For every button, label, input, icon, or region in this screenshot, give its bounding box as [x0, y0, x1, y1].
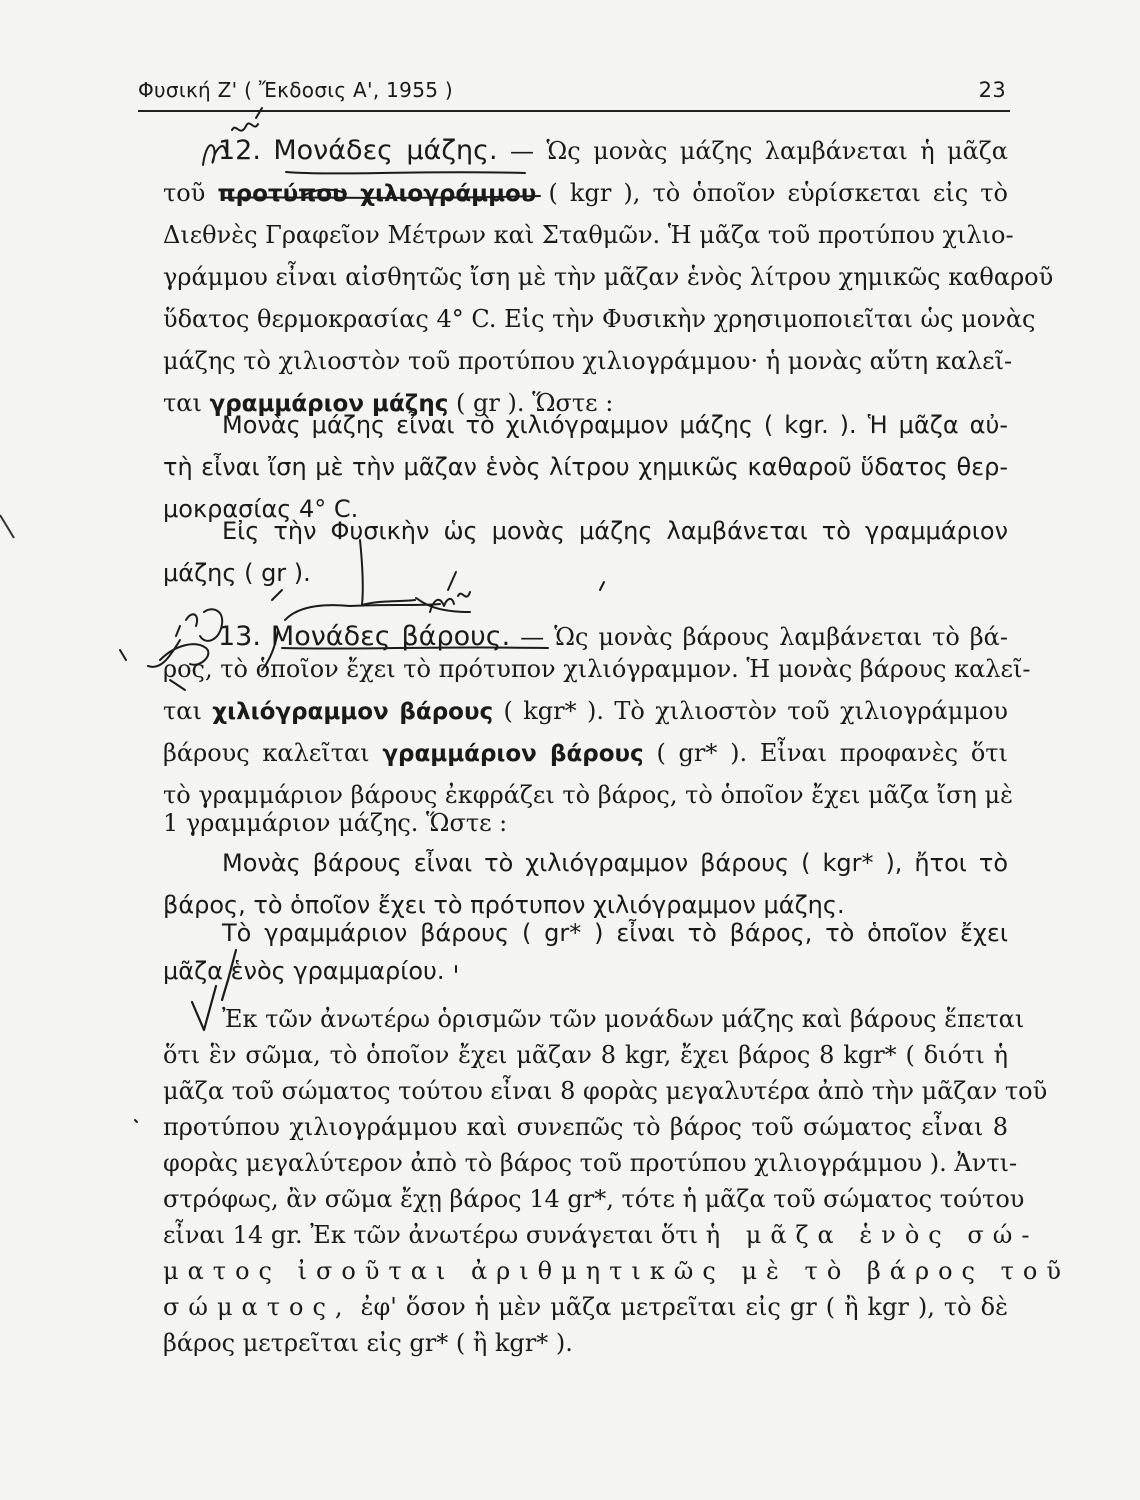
term-grammarion-mazis: γραμμάριον μάζης: [209, 391, 449, 417]
text-line: γράμμου εἶναι αἰσθητῶς ἴση μὲ τὴν μᾶζαν ἑνὸς λίτρου χημικῶς καθαροῦ: [163, 263, 1054, 291]
text-line: ὅτι ἓν σῶμα, τὸ ὁποῖον ἔχει μᾶζαν 8 kgr, ἔχει βάρος 8 kgr* ( διότι ἡ: [163, 1041, 1008, 1069]
summary-line: Εἰς τὴν Φυσικὴν ὡς μονὰς μάζης λαμβάνεται τὸ γραμμάριον: [222, 517, 1008, 545]
text-line: — Ὡς μονὰς βάρους λαμβάνεται τὸ βά-: [520, 623, 1008, 651]
text-line: προτύπου χιλιογράμμου καὶ συνεπῶς τὸ βάρος τοῦ σώματος εἶναι 8: [163, 1113, 1008, 1141]
section-13-title: Μονάδες βάρους.: [270, 621, 511, 652]
spaced-emphasis: ἡ μᾶζα ἑνὸς σώ-: [705, 1221, 1039, 1249]
term-grammarion-varous: γραμμάριον βάρους: [382, 741, 644, 767]
text-line: σώματος, ἐφ' ὅσον ἡ μὲν μᾶζα μετρεῖται εἰς gr ( ἢ kgr ), τὸ δὲ: [163, 1293, 1008, 1321]
text-line: — Ὡς μονὰς μάζης λαμβάνεται ἡ μᾶζα: [509, 137, 1008, 165]
summary-line: τὴ εἶναι ἴση μὲ τὴν μᾶζαν ἑνὸς λίτρου χημικῶς καθαροῦ ὕδατος θερ-: [163, 453, 1008, 481]
text-line: μᾶζα τοῦ σώματος τούτου εἶναι 8 φορὰς μεγαλυτέρα ἀπὸ τὴν μᾶζαν τοῦ: [163, 1077, 1048, 1105]
section-12-title: Μονάδες μάζης.: [273, 135, 498, 166]
section-13-number: 13.: [218, 621, 261, 652]
term-chiliogrammon-varous: χιλιόγραμμον βάρους: [212, 699, 494, 725]
spaced-emphasis: ματος ἰσοῦται ἀριθμητικῶς μὲ τὸ βάρος τοῦ: [163, 1257, 1070, 1285]
summary-line: μάζης ( gr ).: [163, 559, 311, 587]
text-line: 1 γραμμάριον μάζης. Ὥστε :: [163, 809, 508, 837]
summary-line: Μονὰς βάρους εἶναι τὸ χιλιόγραμμον βάρους ( kgr* ), ἤτοι τὸ: [222, 849, 1008, 877]
text-line: ται γραμμάριον μάζης ( gr ). Ὥστε :: [163, 389, 614, 417]
text-line: στρόφως, ἂν σῶμα ἔχῃ βάρος 14 gr*, τότε ἡ μᾶζα τοῦ σώματος τούτου: [163, 1185, 1025, 1213]
text-line: τοῦ προτύπου χιλιογράμμου ( kgr ), τὸ ὁποῖον εὑρίσκεται εἰς τὸ: [163, 179, 1008, 207]
page-edge-mark: [0, 510, 20, 550]
summary-line: Μονὰς μάζης εἶναι τὸ χιλιόγραμμον μάζης ( kgr. ). Ἡ μᾶζα αὐ-: [222, 411, 1008, 439]
page-number: 23: [978, 78, 1006, 102]
term-protypou-chiliogrammou: προτύπου χιλιογράμμου: [217, 181, 537, 207]
summary-line: μοκρασίας 4° C.: [163, 495, 359, 523]
summary-line: μᾶζα ἑνὸς γραμμαρίου.: [163, 957, 445, 985]
page-header: [138, 78, 1006, 102]
summary-line: βάρος, τὸ ὁποῖον ἔχει τὸ πρότυπον χιλιόγραμμον μάζης.: [163, 891, 845, 919]
header-rule: [138, 110, 1010, 112]
spaced-emphasis: σώματος,: [163, 1293, 352, 1321]
text-line: βάρος μετρεῖται εἰς gr* ( ἢ kgr* ).: [163, 1329, 573, 1357]
summary-line: Τὸ γραμμάριον βάρους ( gr* ) εἶναι τὸ βάρος, τὸ ὁποῖον ἔχει: [222, 919, 1008, 947]
text-line: μάζης τὸ χιλιοστὸν τοῦ προτύπου χιλιογράμμου· ἡ μονὰς αὕτη καλεῖ-: [163, 347, 1013, 375]
text-line: φορὰς μεγαλύτερον ἀπὸ τὸ βάρος τοῦ προτύπου χιλιογράμμου ). Ἀντι-: [163, 1149, 1018, 1177]
text-line: εἶναι 14 gr. Ἐκ τῶν ἀνωτέρω συνάγεται ὅτι ἡ μᾶζα ἑνὸς σώ-: [163, 1221, 1039, 1249]
text-line: τὸ γραμμάριον βάρους ἐκφράζει τὸ βάρος, τὸ ὁποῖον ἔχει μᾶζα ἴση μὲ: [163, 781, 1014, 809]
text-line: ρος, τὸ ὁποῖον ἔχει τὸ πρότυπον χιλιόγραμμον. Ἡ μονὰς βάρους καλεῖ-: [163, 655, 1031, 683]
text-line: βάρους καλεῖται γραμμάριον βάρους ( gr* ). Εἶναι προφανὲς ὅτι: [163, 739, 1008, 767]
section-12-number: 12.: [218, 135, 261, 166]
header-title: Φυσική Ζ' ( Ἔκδοσις Α', 1955 ): [138, 78, 454, 102]
text-line: Διεθνὲς Γραφεῖον Μέτρων καὶ Σταθμῶν. Ἡ μᾶζα τοῦ προτύπου χιλιο-: [163, 221, 1014, 249]
text-line: ται χιλιόγραμμον βάρους ( kgr* ). Τὸ χιλιοστὸν τοῦ χιλιογράμμου: [163, 697, 1008, 725]
text-line: ὕδατος θερμοκρασίας 4° C. Εἰς τὴν Φυσικὴν χρησιμοποιεῖται ὡς μονὰς: [163, 305, 1036, 333]
section-12-heading-line: [163, 130, 1008, 172]
text-line: Ἐκ τῶν ἀνωτέρω ὁρισμῶν τῶν μονάδων μάζης καὶ βάρους ἕπεται: [222, 1005, 1025, 1033]
